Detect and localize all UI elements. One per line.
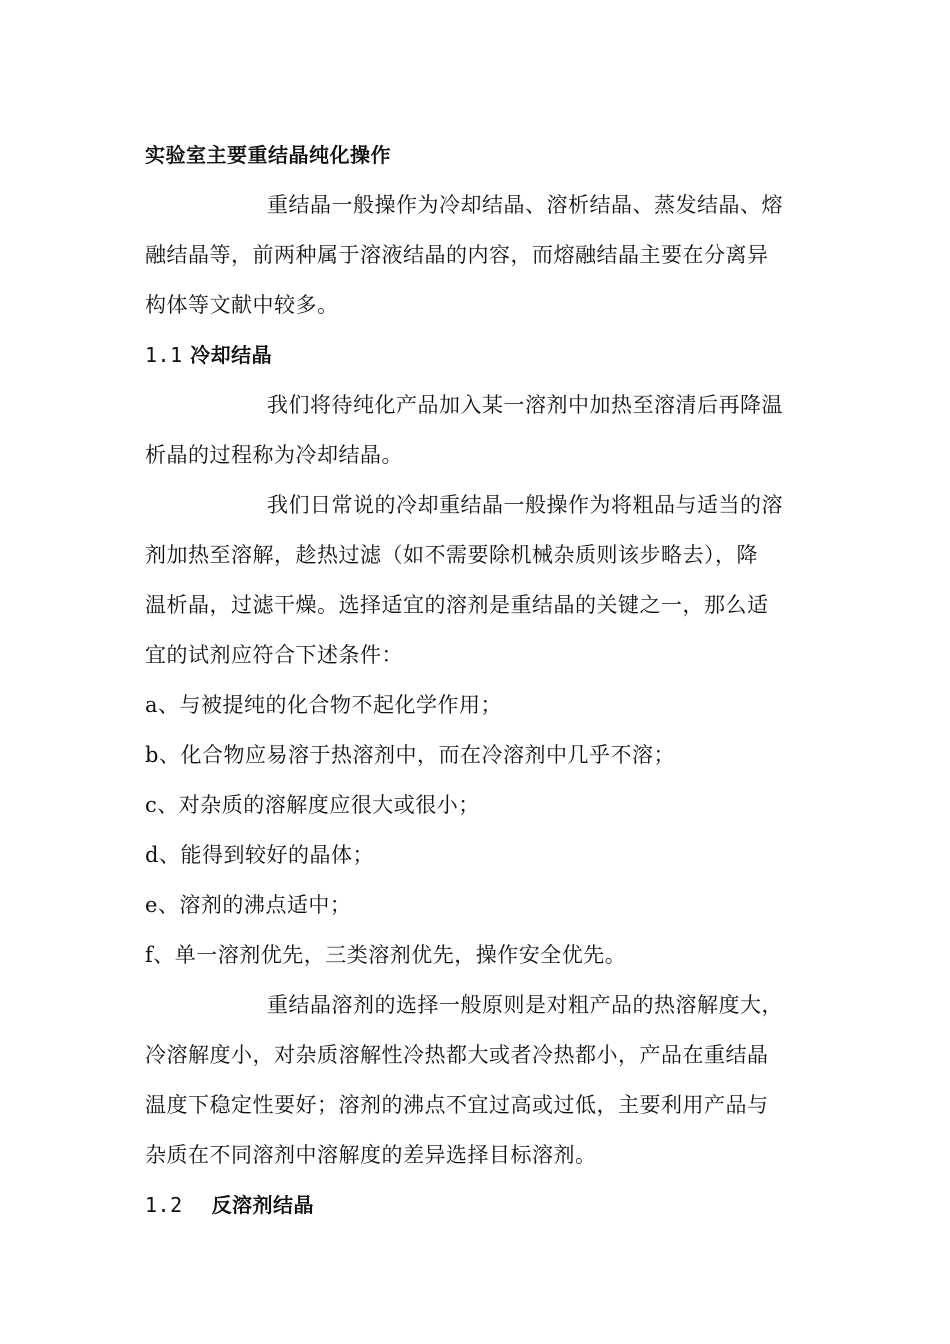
list-item: f、单一溶剂优先，三类溶剂优先，操作安全优先。 [145,943,627,967]
paragraph-line: 构体等文献中较多。 [145,293,339,317]
section-heading-1-2 [145,1180,807,1230]
intro-paragraph [145,180,807,330]
paragraph-line: 重结晶一般操作为冷却结晶、溶析结晶、蒸发结晶、熔 [267,193,783,217]
paragraph-line: 我们日常说的冷却重结晶一般操作为将粗品与适当的溶 [267,493,783,517]
paragraph-line: 宜的试剂应符合下述条件： [145,643,403,667]
paragraph-line: 剂加热至溶解，趁热过滤（如不需要除机械杂质则该步略去），降 [145,543,758,567]
document-title: 实验室主要重结晶纯化操作 [145,143,391,167]
section-number: 1.2 [145,1193,183,1217]
list-item: c、对杂质的溶解度应很大或很小； [145,793,480,817]
section1-paragraph-3 [145,980,807,1180]
document-page [145,130,807,1230]
paragraph-line: 融结晶等，前两种属于溶液结晶的内容，而熔融结晶主要在分离异 [145,243,769,267]
section-number: 1.1 [145,343,183,367]
paragraph-line: 我们将待纯化产品加入某一溶剂中加热至溶清后再降温 [267,393,783,417]
section-title: 反溶剂结晶 [211,1193,315,1217]
list-item: e、溶剂的沸点适中； [145,893,352,917]
list-item: b、化合物应易溶于热溶剂中，而在冷溶剂中几乎不溶； [145,743,675,767]
section-heading-1-1 [145,330,807,380]
conditions-list [145,680,807,980]
paragraph-line: 析晶的过程称为冷却结晶。 [145,443,403,467]
section-title: 冷却结晶 [190,343,273,367]
paragraph-line: 冷溶解度小，对杂质溶解性冷热都大或者冷热都小，产品在重结晶 [145,1043,769,1067]
section1-paragraph-2 [145,480,807,680]
paragraph-line: 温度下稳定性要好；溶剂的沸点不宜过高或过低，主要利用产品与 [145,1093,769,1117]
list-item: a、与被提纯的化合物不起化学作用； [145,693,503,717]
paragraph-line: 重结晶溶剂的选择一般原则是对粗产品的热溶解度大， [267,993,783,1017]
paragraph-line: 杂质在不同溶剂中溶解度的差异选择目标溶剂。 [145,1143,597,1167]
list-item: d、能得到较好的晶体； [145,843,374,867]
paragraph-line: 温析晶，过滤干燥。选择适宜的溶剂是重结晶的关键之一，那么适 [145,593,769,617]
section1-paragraph-1 [145,380,807,480]
